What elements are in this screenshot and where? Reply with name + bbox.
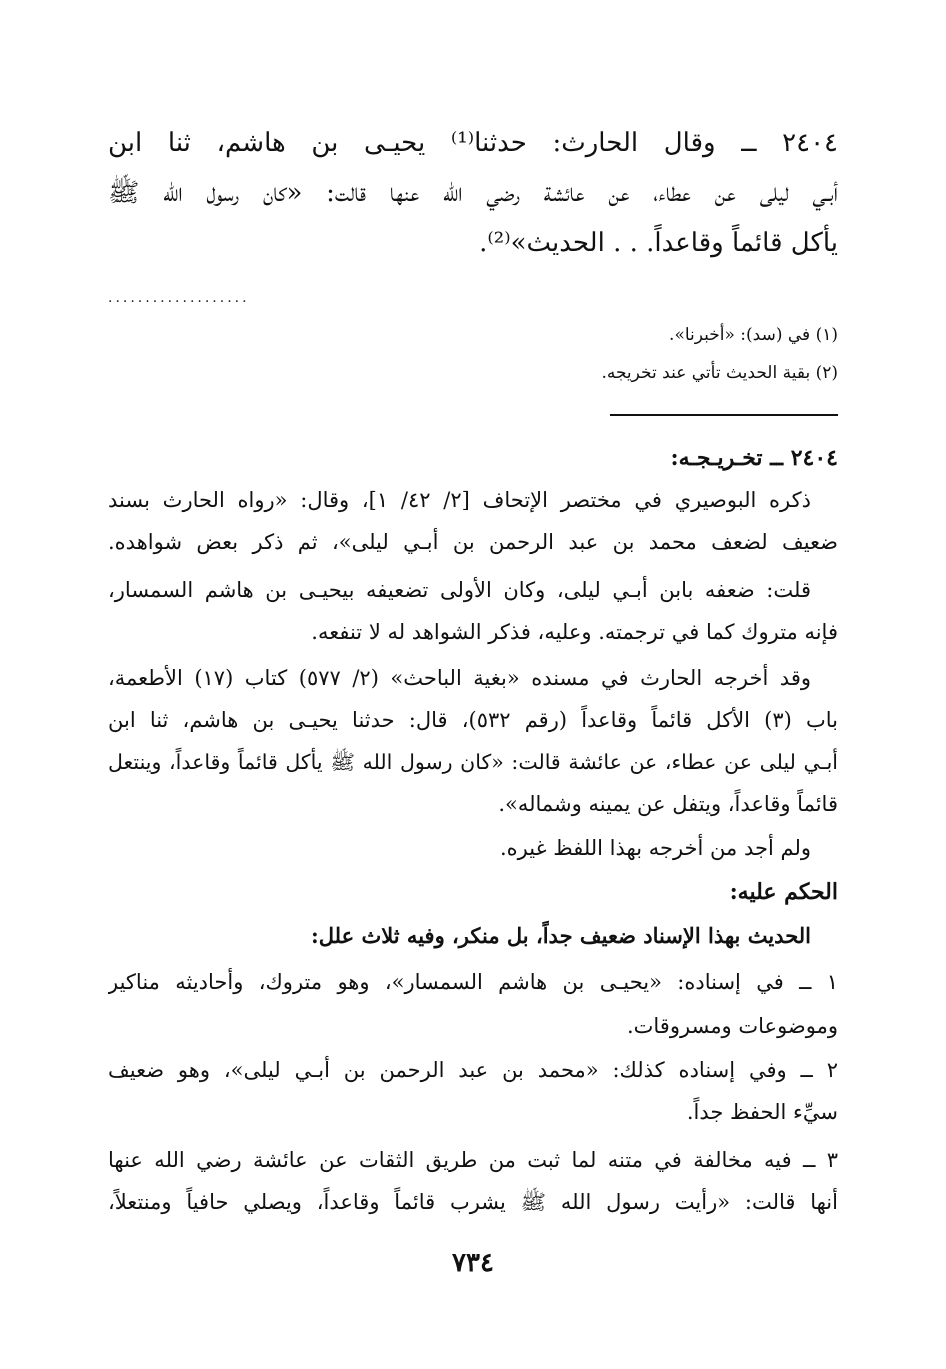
takhrij-line-9: ولم أجد من أخرجه بهذا اللفظ غيره. — [500, 836, 811, 860]
hukm-line-4: سيِّء الحفظ جداً. — [686, 1100, 838, 1124]
hukm-line-6: أنها قالت: «رأيت رسول الله ﷺ يشرب قائماً وقاعداً، ويصلي حافياً ومنتعلاً، — [108, 1190, 838, 1214]
hadith-line-3: يأكل قائماً وقاعداً. . . الحديث»⁽²⁾. — [479, 228, 838, 258]
footnote-1: (١) في (سد): «أخبرنا». — [669, 325, 838, 345]
takhrij-line-8: قائماً وقاعداً، ويتفل عن يمينه وشماله». — [498, 792, 838, 816]
hukm-line-1: ١ ــ في إسناده: «يحيـى بن هاشم السمسار»، وهو متروك، وأحاديثه مناكير — [108, 970, 838, 994]
footnote-separator-dots: ................... — [108, 290, 250, 306]
section-rule — [610, 414, 838, 416]
page-number: ٧٣٤ — [452, 1248, 494, 1278]
takhrij-line-7: أبـي ليلى عن عطاء، عن عائشة قالت: «كان رسول الله ﷺ يأكل قائماً وقاعداً، وينتعل — [108, 750, 838, 774]
takhrij-line-2: ضعيف لضعف محمد بن عبد الرحمن بن أبـي ليلى»، ثم ذكر بعض شواهده. — [108, 530, 838, 554]
hadith-line-1: ٢٤٠٤ ــ وقال الحارث: حدثنا⁽¹⁾ يحيـى بن هاشم، ثنا ابن — [108, 128, 838, 158]
takhrij-heading: ٢٤٠٤ ــ تخـريـجـه: — [670, 445, 838, 471]
hukm-heading: الحكم عليه: — [729, 879, 838, 905]
takhrij-line-6: باب (٣) الأكل قائماً وقاعداً (رقم ٥٣٢)، قال: حدثنا يحيـى بن هاشم، ثنا ابن — [108, 708, 838, 732]
hukm-line-2: وموضوعات ومسروقات. — [626, 1014, 838, 1038]
hadith-line-2: أبـي ليلى عن عطاء، عن عائشة رضي الله عنها قالت: «كان رسول الله ﷺ — [108, 178, 838, 208]
takhrij-line-4: فإنه متروك كما في ترجمته. وعليه، فذكر الشواهد له لا تنفعه. — [311, 620, 838, 644]
footnote-2: (٢) بقية الحديث تأتي عند تخريجه. — [601, 363, 838, 383]
takhrij-line-3: قلت: ضعفه بابن أبـي ليلى، وكان الأولى تضعيفه بيحيـى بن هاشم السمسار، — [108, 578, 811, 602]
takhrij-line-5: وقد أخرجه الحارث في مسنده «بغية الباحث» (٢/ ٥٧٧) كتاب (١٧) الأطعمة، — [108, 666, 811, 690]
hukm-intro: الحديث بهذا الإسناد ضعيف جداً، بل منكر، وفيه ثلاث علل: — [311, 923, 811, 948]
hukm-line-5: ٣ ــ فيه مخالفة في متنه لما ثبت من طريق الثقات عن عائشة رضي الله عنها — [108, 1148, 838, 1172]
hukm-line-3: ٢ ــ وفي إسناده كذلك: «محمد بن عبد الرحمن بن أبـي ليلى»، وهو ضعيف — [108, 1058, 838, 1082]
takhrij-line-1: ذكره البوصيري في مختصر الإتحاف [٢/ ٤٢/ ١]، وقال: «رواه الحارث بسند — [108, 488, 811, 512]
